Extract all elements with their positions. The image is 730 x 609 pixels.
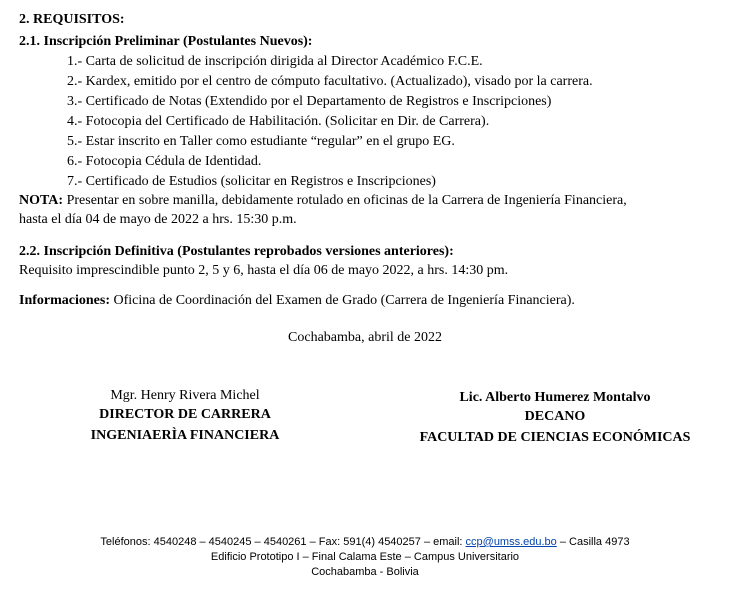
footer-address: Edificio Prototipo I – Final Calama Este – Campus Universitario xyxy=(210,551,520,563)
note-label: NOTA: xyxy=(19,193,64,208)
signature-left-role: DIRECTOR DE CARRERA xyxy=(99,407,271,422)
subsection-2-heading: 2.2. Inscripción Definitiva (Postulantes reprobados versiones anteriores): xyxy=(19,244,454,259)
info-label: Informaciones: xyxy=(19,293,110,308)
place-date: Cochabamba, abril de 2022 xyxy=(288,330,442,345)
list-item: 7.- Certificado de Estudios (solicitar en Registros e Inscripciones) xyxy=(67,174,436,189)
footer-contact-line xyxy=(0,535,730,549)
info-text: Oficina de Coordinación del Examen de Grado (Carrera de Ingeniería Financiera). xyxy=(110,293,575,308)
footer-phones: Teléfonos: 4540248 – 4540245 – 4540261 – Fax: 591(4) 4540257 – email: xyxy=(100,536,466,548)
list-item: 4.- Fotocopia del Certificado de Habilitación. (Solicitar en Dir. de Carrera). xyxy=(67,114,490,129)
list-item: 1.- Carta de solicitud de inscripción dirigida al Director Académico F.C.E. xyxy=(67,54,483,69)
signature-right-name: Lic. Alberto Humerez Montalvo xyxy=(459,390,651,405)
signature-left-name: Mgr. Henry Rivera Michel xyxy=(110,388,260,403)
note-line-1 xyxy=(19,192,627,209)
footer-email-link[interactable]: ccp@umss.edu.bo xyxy=(465,536,557,548)
list-item: 3.- Certificado de Notas (Extendido por el Departamento de Registros e Inscripciones) xyxy=(67,94,552,109)
footer-po-box: – Casilla 4973 xyxy=(556,536,630,548)
section-title: 2. REQUISITOS: xyxy=(19,12,125,27)
note-text: Presentar en sobre manilla, debidamente rotulado en oficinas de la Carrera de Ingeniería Financiera, xyxy=(63,193,627,208)
signature-left-unit: INGENIAERÌA FINANCIERA xyxy=(90,428,280,443)
list-item: 6.- Fotocopia Cédula de Identidad. xyxy=(67,154,262,169)
note-line-2: hasta el día 04 de mayo de 2022 a hrs. 15:30 p.m. xyxy=(19,212,297,227)
signature-right-unit: FACULTAD DE CIENCIAS ECONÓMICAS xyxy=(419,430,691,445)
subsection-1-heading: 2.1. Inscripción Preliminar (Postulantes Nuevos): xyxy=(19,34,313,49)
list-item: 5.- Estar inscrito en Taller como estudiante “regular” en el grupo EG. xyxy=(67,134,455,149)
info-line xyxy=(19,292,575,309)
footer-city: Cochabamba - Bolivia xyxy=(311,566,419,578)
subsection-2-text: Requisito imprescindible punto 2, 5 y 6, hasta el día 06 de mayo 2022, a hrs. 14:30 pm. xyxy=(19,263,509,278)
signature-right-role: DECANO xyxy=(524,409,586,424)
list-item: 2.- Kardex, emitido por el centro de cómputo facultativo. (Actualizado), visado por la carrera. xyxy=(67,74,593,89)
